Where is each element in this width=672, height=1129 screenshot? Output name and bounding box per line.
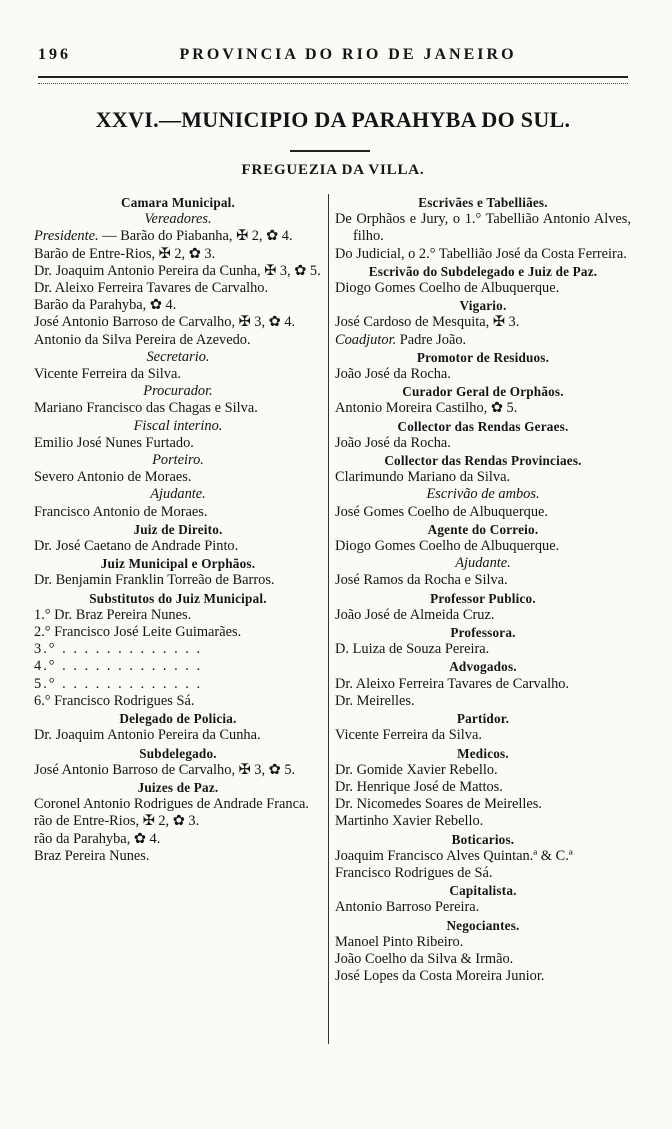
escrivao-entry: De Orphãos e Jury, o 1.° Tabellião Antonio Alves, filho. [335, 211, 631, 245]
escrivao-ambos-heading: Escrivão de ambos. [426, 486, 540, 503]
presidente-text: — Barão do Piabanha, ✠ 2, ✿ 4. [98, 228, 293, 245]
negociante-entry: Manoel Pinto Ribeiro. [335, 933, 464, 950]
medico-entry: Dr. Gomide Xavier Rebello. [335, 761, 498, 778]
porteiro-heading: Porteiro. [152, 452, 204, 469]
procurador-heading: Procurador. [143, 383, 213, 400]
coadjutor-text: Padre João. [396, 331, 467, 348]
presidente-entry [34, 228, 322, 245]
partidor-heading: Partidor. [456, 711, 510, 727]
juiz-paz-entry: Braz Pereira Nunes. [34, 847, 150, 864]
right-column [329, 194, 631, 1044]
ajudante-entry: José Ramos da Rocha e Silva. [335, 572, 508, 589]
professor-entry: João José de Almeida Cruz. [335, 606, 495, 623]
presidente-label: Presidente. [34, 228, 99, 245]
partidor-entry: Vicente Ferreira da Silva. [335, 727, 482, 744]
medico-entry: Martinho Xavier Rebello. [335, 813, 484, 830]
header-rule [38, 76, 628, 84]
section-title: FREGUEZIA DA VILLA. [241, 162, 425, 178]
collector-geraes-heading: Collector das Rendas Geraes. [397, 418, 569, 434]
boticarios-heading: Boticarios. [451, 831, 515, 847]
page-number: 196 [38, 46, 71, 63]
chapter-title: XXVI.—MUNICIPIO DA PARAHYBA DO SUL. [95, 107, 571, 132]
fiscal-heading: Fiscal interino. [133, 417, 223, 434]
medicos-heading: Medicos. [457, 745, 509, 761]
procurador-entry: Mariano Francisco das Chagas e Silva. [34, 400, 258, 417]
escrivao-subdelegado-entry: Diogo Gomes Coelho de Albuquerque. [335, 280, 560, 297]
vereador-entry: José Antonio Barroso de Carvalho, ✠ 3, ✿ 4. [34, 314, 296, 331]
promotor-entry: João José da Rocha. [335, 366, 451, 383]
substituto-entry: 3.° . . . . . . . . . . . . . [34, 641, 203, 658]
curador-heading: Curador Geral de Orphãos. [402, 384, 564, 400]
subdelegado-entry: José Antonio Barroso de Carvalho, ✠ 3, ✿ 5. [34, 761, 296, 778]
secretario-heading: Secretario. [146, 348, 210, 365]
vereador-entry: Barão da Parahyba, ✿ 4. [34, 297, 177, 314]
juiz-paz-entry: Coronel Antonio Rodrigues de Andrade Franca. [34, 796, 309, 813]
vigario-entry: José Cardoso de Mesquita, ✠ 3. [335, 314, 520, 331]
vereadores-heading: Vereadores. [144, 211, 212, 228]
collector-provinciaes-entry: Clarimundo Mariano da Silva. [335, 469, 511, 486]
escrivaes-heading: Escrivães e Tabelliães. [418, 195, 548, 210]
professora-entry: D. Luiza de Souza Pereira. [335, 641, 490, 658]
professora-heading: Professora. [450, 625, 516, 641]
professor-heading: Professor Publico. [430, 590, 536, 606]
delegado-heading: Delegado de Policia. [119, 711, 237, 727]
vigario-heading: Vigario. [459, 298, 507, 314]
ajudante-heading: Ajudante. [150, 486, 206, 503]
substituto-entry: 4.° . . . . . . . . . . . . . [34, 658, 203, 675]
two-column-body [34, 194, 634, 1044]
coadjutor-label: Coadjutor. [335, 331, 397, 348]
running-title: PROVINCIA DO RIO DE JANEIRO [179, 46, 517, 63]
advogado-entry: Dr. Aleixo Ferreira Tavares de Carvalho. [335, 675, 570, 692]
vereador-entry: Antonio da Silva Pereira de Azevedo. [34, 331, 251, 348]
substituto-entry: 5.° . . . . . . . . . . . . . [34, 675, 203, 692]
juiz-municipal-heading: Juiz Municipal e Orphãos. [100, 556, 256, 572]
page-header [38, 46, 618, 64]
escrivao-ambos-entry: José Gomes Coelho de Albuquerque. [335, 503, 549, 520]
vereador-entry: Dr. Joaquim Antonio Pereira da Cunha, ✠ 3, ✿ 5. [34, 262, 321, 279]
ajudante-heading: Ajudante. [455, 555, 511, 572]
juizes-paz-heading: Juizes de Paz. [137, 779, 219, 795]
agente-correio-entry: Diogo Gomes Coelho de Albuquerque. [335, 538, 560, 555]
collector-geraes-entry: João José da Rocha. [335, 434, 451, 451]
agente-correio-heading: Agente do Correio. [427, 521, 539, 537]
title-rule [290, 150, 370, 152]
fiscal-entry: Emilio José Nunes Furtado. [34, 434, 194, 451]
coadjutor-entry [335, 332, 631, 349]
advogado-entry: Dr. Meirelles. [335, 692, 415, 709]
boticario-entry: Joaquim Francisco Alves Quintan.ª & C.ª [335, 847, 573, 864]
capitalista-entry: Antonio Barroso Pereira. [335, 899, 480, 916]
curador-entry: Antonio Moreira Castilho, ✿ 5. [335, 400, 518, 417]
vereador-entry: Dr. Aleixo Ferreira Tavares de Carvalho. [34, 280, 269, 297]
juiz-paz-entry: rão da Parahyba, ✿ 4. [34, 830, 161, 847]
ajudante-entry: Francisco Antonio de Moraes. [34, 503, 208, 520]
juiz-direito-heading: Juiz de Direito. [133, 521, 223, 537]
substituto-entry: 6.° Francisco Rodrigues Sá. [34, 692, 195, 709]
medico-entry: Dr. Henrique José de Mattos. [335, 778, 503, 795]
escrivao-subdelegado-heading: Escrivão do Subdelegado e Juiz de Paz. [368, 263, 598, 279]
juiz-direito-entry: Dr. José Caetano de Andrade Pinto. [34, 538, 239, 555]
vereador-entry: Barão de Entre-Rios, ✠ 2, ✿ 3. [34, 245, 216, 262]
boticario-entry: Francisco Rodrigues de Sá. [335, 864, 493, 881]
substituto-entry: 1.° Dr. Braz Pereira Nunes. [34, 606, 192, 623]
subdelegado-heading: Subdelegado. [139, 745, 217, 761]
left-column [34, 194, 329, 1044]
promotor-heading: Promotor de Residuos. [416, 349, 550, 365]
escrivao-entry: Do Judicial, o 2.° Tabellião José da Costa Ferreira. [335, 245, 627, 262]
negociante-entry: João Coelho da Silva & Irmão. [335, 950, 514, 967]
juiz-paz-entry: rão de Entre-Rios, ✠ 2, ✿ 3. [34, 813, 200, 830]
camara-heading: Camara Municipal. [120, 195, 236, 210]
capitalista-heading: Capitalista. [449, 883, 517, 899]
porteiro-entry: Severo Antonio de Moraes. [34, 469, 192, 486]
delegado-entry: Dr. Joaquim Antonio Pereira da Cunha. [34, 727, 261, 744]
collector-provinciaes-heading: Collector das Rendas Provinciaes. [384, 453, 582, 469]
negociante-entry: José Lopes da Costa Moreira Junior. [335, 968, 545, 985]
substitutos-heading: Substitutos do Juiz Municipal. [89, 590, 267, 606]
advogados-heading: Advogados. [449, 659, 517, 675]
negociantes-heading: Negociantes. [446, 917, 520, 933]
substituto-entry: 2.° Francisco José Leite Guimarães. [34, 624, 242, 641]
medico-entry: Dr. Nicomedes Soares de Meirelles. [335, 796, 543, 813]
secretario-entry: Vicente Ferreira da Silva. [34, 366, 181, 383]
juiz-municipal-entry: Dr. Benjamin Franklin Torreão de Barros. [34, 572, 275, 589]
